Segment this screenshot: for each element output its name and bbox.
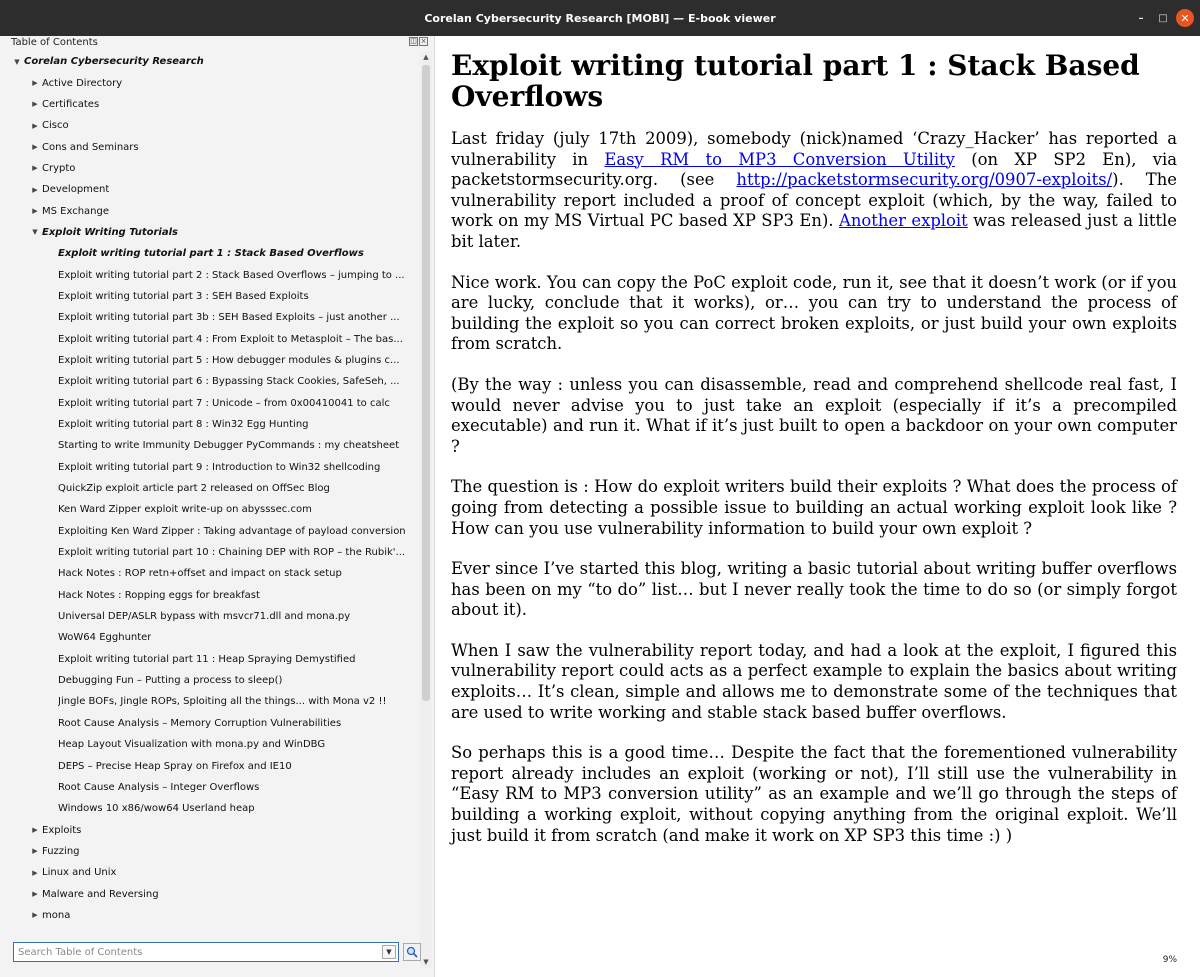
expand-arrow-icon[interactable]: ▶ bbox=[32, 164, 38, 173]
toc-item[interactable] bbox=[0, 328, 420, 349]
float-panel-icon[interactable]: ◫ bbox=[410, 37, 417, 45]
toc-item[interactable] bbox=[0, 521, 420, 542]
expand-arrow-icon[interactable]: ▶ bbox=[32, 100, 38, 109]
toc-item-label: Root Cause Analysis – Memory Corruption Vulnerabilities bbox=[58, 717, 342, 729]
easy-rm-link[interactable]: Easy RM to MP3 Conversion Utility bbox=[604, 149, 955, 169]
window-titlebar bbox=[0, 0, 1200, 36]
toc-item-label: Development bbox=[42, 184, 110, 196]
toc-item[interactable] bbox=[0, 222, 420, 243]
expand-arrow-icon[interactable]: ▶ bbox=[32, 79, 38, 88]
toc-item[interactable] bbox=[0, 286, 420, 307]
paragraph-2: Nice work. You can copy the PoC exploit code, run it, see that it doesn’t work (or if you are lucky, conclude that it works), or… you can try to understand the process of building the exploit so you can correct broken exploits, or just build your own exploits from scratch. bbox=[451, 272, 1177, 354]
toc-item[interactable] bbox=[0, 264, 420, 285]
toc-item-label: DEPS – Precise Heap Spray on Firefox and IE10 bbox=[58, 760, 292, 772]
toc-tree bbox=[0, 51, 420, 963]
expand-arrow-icon[interactable]: ▶ bbox=[32, 890, 38, 899]
toc-item[interactable] bbox=[0, 798, 420, 819]
toc-item-label: Exploiting Ken Ward Zipper : Taking advantage of payload conversion bbox=[58, 525, 406, 537]
toc-item[interactable] bbox=[0, 755, 420, 776]
toc-item-label: Cons and Seminars bbox=[42, 141, 139, 153]
toc-item-label: Exploit writing tutorial part 3b : SEH Based Exploits – just another ... bbox=[58, 312, 400, 324]
expand-arrow-icon[interactable]: ▶ bbox=[32, 185, 38, 194]
toc-item[interactable] bbox=[0, 179, 420, 200]
toc-item[interactable] bbox=[0, 72, 420, 93]
toc-item-label: Exploit writing tutorial part 6 : Bypassing Stack Cookies, SafeSeh, ... bbox=[58, 376, 400, 388]
toc-item-label: Cisco bbox=[42, 120, 69, 132]
toc-scrollbar[interactable] bbox=[420, 51, 432, 968]
toc-item-label: Exploit writing tutorial part 7 : Unicode – from 0x00410041 to calc bbox=[58, 397, 390, 409]
expand-arrow-icon[interactable]: ▶ bbox=[32, 121, 38, 130]
toc-item[interactable] bbox=[0, 350, 420, 371]
toc-item[interactable] bbox=[0, 457, 420, 478]
paragraph-7: So perhaps this is a good time… Despite the fact that the forementioned vulnerability report already includes an exploit (working or not), I’ll still use the vulnerability in “Easy RM to MP3 conversion utility” as an example and we’ll go through the steps of building a working exploit, without copying anything from the original exploit. We’ll just build it from scratch (and make it work on XP SP3 this time :) ) bbox=[451, 743, 1177, 845]
toc-item-label: Exploit writing tutorial part 9 : Introduction to Win32 shellcoding bbox=[58, 461, 381, 473]
toc-item-label: Starting to write Immunity Debugger PyCommands : my cheatsheet bbox=[58, 440, 400, 452]
window-controls bbox=[1132, 9, 1194, 27]
collapse-arrow-icon[interactable]: ▼ bbox=[32, 228, 38, 237]
toc-item[interactable] bbox=[0, 478, 420, 499]
toc-item[interactable] bbox=[0, 905, 420, 926]
toc-item-label: Windows 10 x86/wow64 Userland heap bbox=[58, 803, 255, 815]
toc-item-label: Exploit writing tutorial part 8 : Win32 Egg Hunting bbox=[58, 419, 309, 431]
toc-item-label: Fuzzing bbox=[42, 845, 80, 857]
toc-item[interactable] bbox=[0, 414, 420, 435]
toc-item[interactable] bbox=[0, 435, 420, 456]
toc-header bbox=[0, 36, 435, 51]
search-history-dropdown-icon[interactable]: ▼ bbox=[382, 945, 396, 959]
toc-item[interactable] bbox=[0, 542, 420, 563]
toc-item[interactable] bbox=[0, 649, 420, 670]
toc-item-label: Universal DEP/ASLR bypass with msvcr71.dll and mona.py bbox=[58, 611, 351, 623]
toc-sidebar bbox=[0, 36, 435, 977]
toc-item[interactable] bbox=[0, 883, 420, 904]
expand-arrow-icon[interactable]: ▶ bbox=[32, 143, 38, 152]
toc-item[interactable] bbox=[0, 499, 420, 520]
toc-item[interactable] bbox=[0, 713, 420, 734]
toc-item-label: Root Cause Analysis – Integer Overflows bbox=[58, 781, 260, 793]
article-title: Exploit writing tutorial part 1 : Stack Based Overflows bbox=[451, 49, 1140, 113]
collapse-arrow-icon[interactable]: ▼ bbox=[14, 57, 20, 66]
scroll-down-icon[interactable]: ▼ bbox=[423, 958, 429, 966]
packetstorm-link[interactable]: http://packetstormsecurity.org/0907-exploits/ bbox=[736, 170, 1113, 190]
toc-item-label: mona bbox=[42, 909, 71, 921]
toc-item-label: Hack Notes : Ropping eggs for breakfast bbox=[58, 589, 260, 601]
toc-item[interactable] bbox=[0, 585, 420, 606]
toc-item-label: Active Directory bbox=[42, 77, 123, 89]
toc-item-label: Debugging Fun – Putting a process to sleep() bbox=[58, 675, 283, 687]
toc-item[interactable] bbox=[0, 819, 420, 840]
toc-item[interactable] bbox=[0, 51, 420, 72]
minimize-button[interactable]: – bbox=[1138, 12, 1144, 24]
toc-item[interactable] bbox=[0, 158, 420, 179]
toc-item-label: MS Exchange bbox=[42, 205, 110, 217]
expand-arrow-icon[interactable]: ▶ bbox=[32, 847, 38, 856]
toc-item[interactable] bbox=[0, 393, 420, 414]
toc-item[interactable] bbox=[0, 606, 420, 627]
toc-item-label: Corelan Cybersecurity Research bbox=[24, 56, 204, 68]
paragraph-6: When I saw the vulnerability report today, and had a look at the exploit, I figured this vulnerability report could acts as a perfect example to explain the basics about writing exploits… It’s clean, simple and allows me to demonstrate some of the techniques that are used to write working and stable stack based buffer overflows. bbox=[451, 640, 1177, 722]
toc-item-label: Exploit writing tutorial part 10 : Chaining DEP with ROP – the Rubik'... bbox=[58, 547, 406, 559]
toc-item-label: Exploits bbox=[42, 824, 82, 836]
window-title: Corelan Cybersecurity Research [MOBI] — E-book viewer bbox=[424, 11, 776, 25]
expand-arrow-icon[interactable]: ▶ bbox=[32, 826, 38, 835]
expand-arrow-icon[interactable]: ▶ bbox=[32, 868, 38, 877]
search-icon bbox=[406, 946, 418, 958]
maximize-button[interactable]: □ bbox=[1158, 12, 1168, 24]
toc-item-label: Jingle BOFs, Jingle ROPs, Sploiting all the things... with Mona v2 !! bbox=[58, 696, 387, 708]
toc-item-label: Heap Layout Visualization with mona.py and WinDBG bbox=[58, 739, 326, 751]
toc-item-label: Exploit writing tutorial part 2 : Stack Based Overflows – jumping to ... bbox=[58, 269, 405, 281]
toc-item-label: Exploit writing tutorial part 3 : SEH Based Exploits bbox=[58, 290, 309, 302]
toc-item[interactable] bbox=[0, 777, 420, 798]
toc-item-label: Ken Ward Zipper exploit write-up on abysssec.com bbox=[58, 504, 312, 516]
search-button[interactable] bbox=[403, 943, 421, 961]
paragraph-5: Ever since I’ve started this blog, writing a basic tutorial about writing buffer overflows has been on my “to do” list… but I never really took the time to do so (or simply forgot about it). bbox=[451, 559, 1177, 620]
toc-search-row bbox=[13, 942, 423, 962]
toc-header-label: Table of Contents bbox=[11, 37, 98, 48]
toc-item[interactable] bbox=[0, 734, 420, 755]
toc-item[interactable] bbox=[0, 691, 420, 712]
another-exploit-link[interactable]: Another exploit bbox=[839, 211, 968, 231]
toc-item-label: Exploit writing tutorial part 11 : Heap Spraying Demystified bbox=[58, 653, 356, 665]
toc-item-label: WoW64 Egghunter bbox=[58, 632, 152, 644]
close-button[interactable]: ✕ bbox=[1176, 9, 1194, 27]
paragraph-1: Last friday (july 17th 2009), somebody (nick)named ‘Crazy_Hacker’ has reported a vulnerability in Easy RM to MP3 Conversion Utility (on XP SP2 En), via packetstormsecurity.org. (see http://packetstormsecurity.org/0907-exploits/). The vulnerability report included a proof of concept exploit (which, by the way, failed to work on my MS Virtual PC based XP SP3 En). Another exploit was released just a little bit later. bbox=[451, 129, 1178, 251]
paragraph-4: The question is : How do exploit writers build their exploits ? What does the process of going from detecting a possible issue to building an actual working exploit look like ? How can you use vulnerability information to build your own exploit ? bbox=[451, 477, 1177, 538]
expand-arrow-icon[interactable]: ▶ bbox=[32, 911, 38, 920]
close-panel-icon[interactable]: × bbox=[420, 37, 427, 45]
toc-search-input[interactable] bbox=[14, 943, 374, 961]
toc-item[interactable] bbox=[0, 136, 420, 157]
toc-item[interactable] bbox=[0, 200, 420, 221]
toc-item[interactable] bbox=[0, 115, 420, 136]
toc-item-label: Exploit writing tutorial part 4 : From Exploit to Metasploit – The bas... bbox=[58, 333, 403, 345]
toc-item-label: Exploit writing tutorial part 5 : How debugger modules & plugins c... bbox=[58, 354, 400, 366]
scroll-thumb[interactable] bbox=[422, 65, 430, 701]
toc-item-label: Hack Notes : ROP retn+offset and impact on stack setup bbox=[58, 568, 342, 580]
toc-item[interactable] bbox=[0, 243, 420, 264]
toc-item-label: Linux and Unix bbox=[42, 867, 117, 879]
toc-item[interactable] bbox=[0, 563, 420, 584]
toc-item-label: Certificates bbox=[42, 98, 100, 110]
scroll-up-icon[interactable]: ▲ bbox=[423, 53, 429, 61]
toc-item-label: Exploit writing tutorial part 1 : Stack Based Overflows bbox=[58, 248, 364, 260]
paragraph-3: (By the way : unless you can disassemble, read and comprehend shellcode real fast, I would never advise you to just take an exploit (especially if it’s a precompiled executable) and run it. What if it’s just built to open a backdoor on your own computer ? bbox=[451, 374, 1177, 456]
reading-progress: 9% bbox=[1162, 955, 1177, 965]
toc-item[interactable] bbox=[0, 307, 420, 328]
toc-item-label: Malware and Reversing bbox=[42, 888, 159, 900]
toc-item[interactable] bbox=[0, 627, 420, 648]
expand-arrow-icon[interactable]: ▶ bbox=[32, 207, 38, 216]
toc-item[interactable] bbox=[0, 862, 420, 883]
toc-item[interactable] bbox=[0, 94, 420, 115]
toc-search-box bbox=[13, 942, 399, 962]
book-content bbox=[451, 50, 1177, 950]
toc-item-label: Exploit Writing Tutorials bbox=[42, 226, 178, 238]
toc-item-label: QuickZip exploit article part 2 released on OffSec Blog bbox=[58, 483, 330, 495]
toc-item[interactable] bbox=[0, 841, 420, 862]
toc-item[interactable] bbox=[0, 371, 420, 392]
toc-item[interactable] bbox=[0, 670, 420, 691]
toc-item-label: Crypto bbox=[42, 162, 76, 174]
